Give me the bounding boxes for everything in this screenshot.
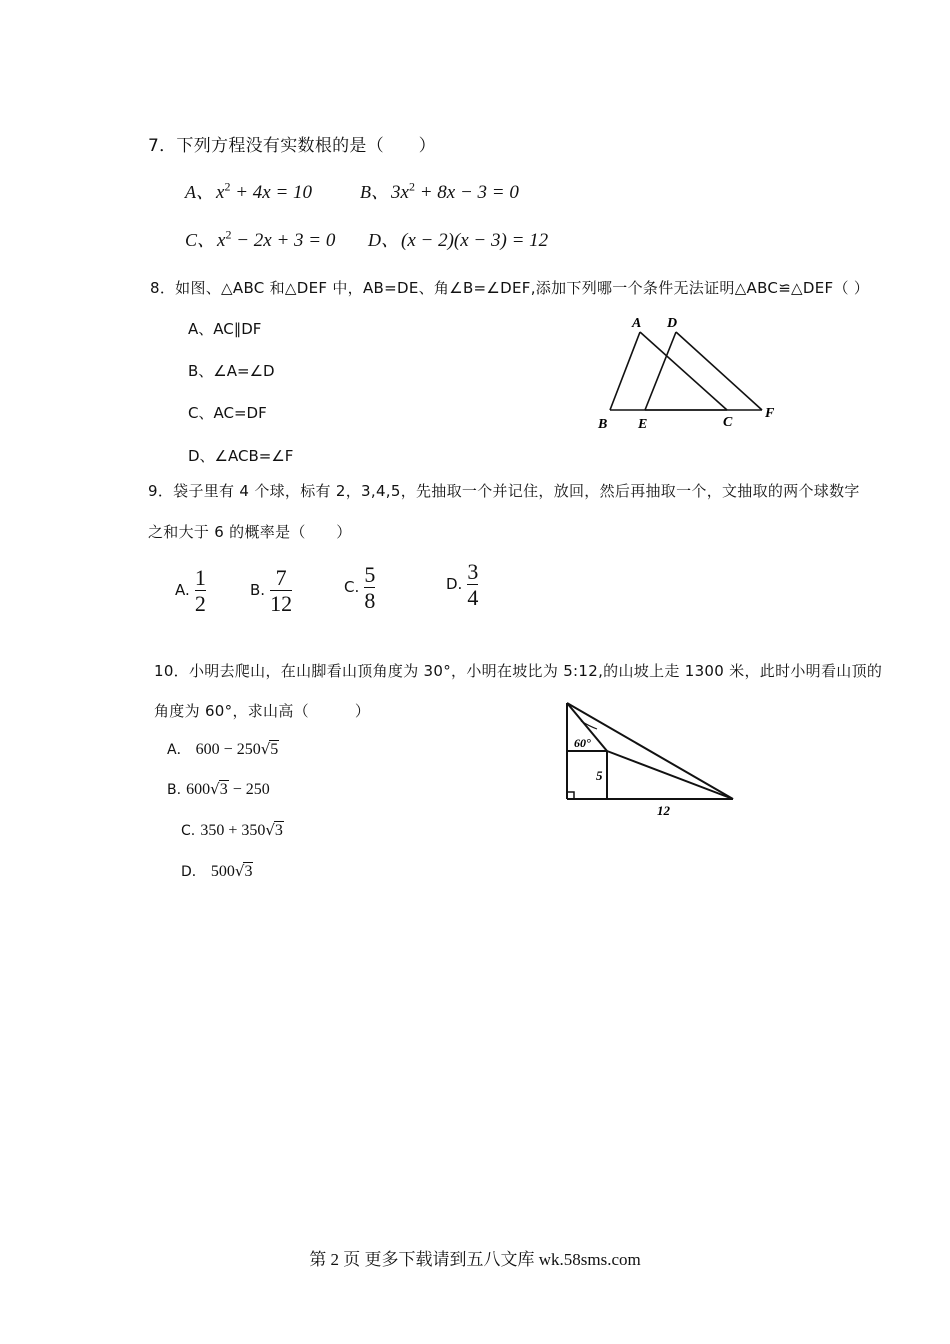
q7-option-a: A、 $x^2 + 4x = 10$ — [185, 179, 313, 203]
segment-ab — [610, 332, 640, 410]
q9-stem-line1: 9．袋子里有 4 个球，标有 2，3,4,5，先抽取一个并记住，放回，然后再抽取一个，文抽取的两个球数字 — [148, 482, 860, 500]
q9-option-b: B. $\frac{7}{12}$ — [250, 565, 293, 617]
q10-mountain-figure — [555, 695, 745, 825]
q7-option-b: B、 $3x^2 + 8x - 3 = 0$ — [360, 179, 519, 203]
page-footer: 第 2 页 更多下载请到五八文库 wk.58sms.com — [309, 1250, 641, 1269]
segment-df — [676, 332, 762, 410]
q10-option-c: C. 350 + 350√3 — [181, 821, 283, 839]
point-label-d: D — [667, 316, 678, 331]
height-label: 5 — [596, 768, 603, 783]
point-label-e: E — [638, 417, 648, 432]
q9-option-c: C. $\frac{5}{8}$ — [344, 562, 376, 614]
q9-stem-line2: 之和大于 6 的概率是（ ） — [148, 523, 352, 541]
point-label-c: C — [723, 415, 733, 430]
angle-arc — [581, 721, 597, 729]
q8-option-d: D、∠ACB=∠F — [188, 447, 294, 465]
slope-line — [607, 751, 733, 799]
q7-option-d: D、 (x − 2)(x − 3) = 12 — [368, 230, 549, 251]
point-label-b: B — [598, 417, 608, 432]
q8-stem: 8．如图、△ABC 和△DEF 中，AB=DE、角∠B=∠DEF,添加下列哪一个条件无法证明△ABC≌△DEF（ ） — [150, 279, 870, 297]
angle-label: 60° — [574, 736, 591, 750]
q10-option-b: B. 600√3 − 250 — [167, 780, 270, 798]
q8-triangle-figure — [590, 310, 790, 435]
right-angle-mark — [567, 792, 574, 799]
q8-option-a: A、AC∥DF — [188, 320, 262, 338]
segment-de — [645, 332, 676, 410]
q8-option-c: C、AC=DF — [188, 404, 267, 422]
q10-option-d: D． 500√3 — [181, 862, 253, 880]
q10-option-a: A． 600 − 250√5 — [167, 740, 279, 758]
point-label-a: A — [632, 316, 642, 331]
point-label-f: F — [765, 406, 775, 421]
q10-stem-line2: 角度为 60°，求山高（ ） — [154, 702, 371, 720]
q8-option-b: B、∠A=∠D — [188, 362, 275, 380]
q10-stem-line1: 10．小明去爬山，在山脚看山顶角度为 30°，小明在坡比为 5:12,的山坡上走 1300 米，此时小明看山顶的 — [154, 662, 883, 680]
q9-option-d: D. $\frac{3}{4}$ — [446, 559, 479, 611]
base-label: 12 — [657, 803, 670, 818]
q7-option-c: C、 $x^2 - 2x + 3 = 0$ — [185, 227, 336, 251]
segment-ac — [640, 332, 727, 410]
q9-option-a: A. $\frac{1}{2}$ — [175, 565, 206, 617]
q7-stem: 7．下列方程没有实数根的是（ ） — [148, 136, 436, 156]
